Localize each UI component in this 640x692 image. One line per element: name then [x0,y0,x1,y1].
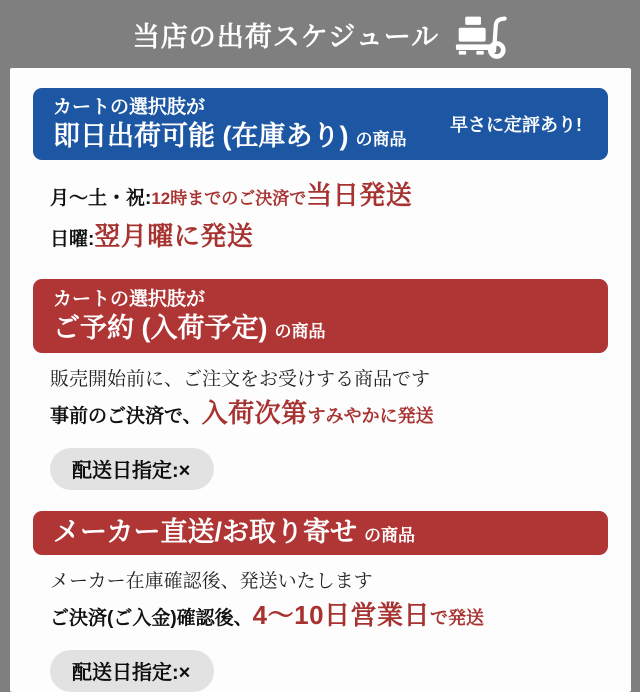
banner-emphasis: メーカー直送/お取り寄せ [53,517,357,548]
ship-emphasis: 4〜10日営業日 [252,600,431,630]
condition-label: 事前のご決済で、 [50,406,202,427]
banner-suffix: の商品 [363,526,415,546]
day-label: 月〜土・祝: [50,188,152,209]
time-condition: 12時までのご決済で [151,189,307,208]
section-same-day [33,88,608,279]
delivery-date-pill: 配送日指定:× [50,448,214,490]
page-title: 当店の出荷スケジュール [132,21,440,52]
condition-line [50,395,608,436]
ship-detail: すみやかに発送 [307,406,434,426]
banner-suffix: の商品 [355,129,407,149]
day-label: 日曜: [50,229,95,250]
section-preorder [33,279,608,511]
banner-text [53,517,415,548]
ship-emphasis: 入荷次第 [201,398,308,428]
note-line: 販売開始前に、ご注文をお受けする商品です [50,369,431,390]
banner-preorder [33,279,608,353]
schedule-line-weekday [50,177,608,218]
header [0,0,640,68]
banner-suffix: の商品 [274,321,326,341]
ship-emphasis: 当日発送 [306,180,413,210]
note-line: メーカー在庫確認後、発送いたします [50,571,373,592]
section-direct [33,511,608,692]
banner-intro: カートの選択肢が [53,97,206,119]
banner-same-day [33,88,608,160]
condition-line [50,597,608,638]
ship-emphasis: 翌月曜に発送 [94,221,254,251]
banner-intro: カートの選択肢が [53,289,206,311]
ship-detail: で発送 [430,608,485,628]
same-day-details [33,160,608,279]
banner-emphasis: ご予約 (入荷予定) [53,312,268,343]
condition-label: ご決済(ご入金)確認後、 [50,608,253,629]
banner-text [53,288,325,344]
banner-text [53,96,406,152]
schedule-line-sunday [50,218,608,259]
hand-truck-icon [455,15,507,59]
banner-direct [33,511,608,555]
banner-emphasis: 即日出荷可能 (在庫あり) [53,120,349,151]
direct-details [33,555,608,692]
delivery-date-pill: 配送日指定:× [50,650,214,692]
speed-badge: 早さに定評あり! [450,115,582,135]
preorder-details [33,353,608,511]
content-panel [10,68,631,692]
